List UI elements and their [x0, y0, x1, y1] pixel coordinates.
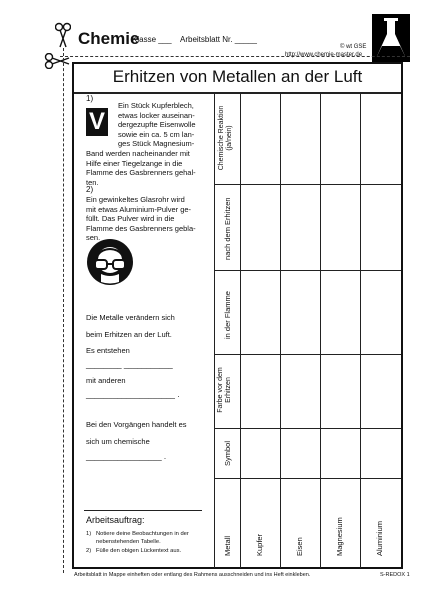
section-1-text-a: Ein Stück Kupferblech, etwas locker auseinan- dergezupfte Eisenwolle sowie ein ca. 5 cm lan- ges Stück Magnesium-: [118, 101, 196, 148]
cut-line-top: [60, 56, 410, 57]
cloze-line-4: mit anderen: [86, 376, 126, 385]
class-field: Klasse ___: [132, 35, 172, 44]
scissors-icon: [44, 53, 70, 74]
task-title: Arbeitsauftrag:: [86, 515, 145, 525]
section-2-text: Ein gewinkeltes Glasrohr wird mit etwas Aluminium-Pulver ge- füllt. Das Pulver wird in die Flamme des Gasbrenners gebla- sen.: [86, 195, 196, 242]
header-chemical-reaction: Chemische Reaktion (ja/nein): [218, 105, 233, 171]
section-2-number: 2): [86, 185, 94, 194]
cloze-line-3: Es entstehen: [86, 346, 130, 355]
sheet-number-field: Arbeitsblatt Nr. _____: [180, 35, 257, 44]
footer-code: S-REDOX 1: [380, 572, 410, 578]
worksheet-title: Erhitzen von Metallen an der Luft: [112, 67, 363, 86]
cloze-gap-3[interactable]: _________________ .: [86, 452, 167, 461]
metal-eisen: Eisen: [295, 537, 304, 556]
safety-goggles-icon: [86, 238, 134, 291]
copyright: © wt GSE: [340, 44, 367, 50]
metal-kupfer: Kupfer: [255, 533, 264, 556]
metal-aluminium: Aluminium: [375, 520, 384, 556]
cloze-line-6: sich um chemische: [86, 437, 150, 446]
observation-table: [214, 94, 401, 568]
section-1-number: 1): [86, 94, 94, 103]
footer-instruction: Arbeitsblatt in Mappe einheften oder entlang des Rahmens ausschneiden und ins Heft einkleben.: [74, 572, 311, 578]
cloze-gap-1[interactable]: ________ ___________: [86, 360, 173, 369]
header-symbol: Symbol: [223, 440, 232, 466]
cut-line-left: [63, 48, 64, 573]
cloze-line-2: beim Erhitzen an der Luft.: [86, 330, 172, 339]
header-after-heating: nach dem Erhitzen: [223, 197, 232, 260]
cloze-gap-2[interactable]: ____________________ .: [86, 390, 180, 399]
drop-cap-v: V: [86, 108, 108, 136]
task-divider: [84, 510, 202, 511]
task-2-number: 2): [86, 548, 92, 554]
metal-magnesium: Magnesium: [335, 517, 344, 556]
cloze-line-5: Bei den Vorgängen handelt es: [86, 420, 187, 429]
website-url: http://www.chemie-master.de: [285, 52, 363, 58]
task-2-text: Fülle den obigen Lückentext aus.: [96, 548, 182, 554]
task-1-text: Notiere deine Beobachtungen in der nebenstehenden Tabelle.: [96, 531, 189, 545]
header-metal: Metall: [223, 535, 232, 556]
flask-icon: [372, 14, 410, 62]
cloze-line-1: Die Metalle verändern sich: [86, 313, 175, 322]
header-color-before: Farbe vor dem Erhitzen: [217, 367, 232, 413]
task-1-number: 1): [86, 531, 92, 537]
subject-title: Chemie: [78, 29, 140, 48]
header-in-flame: in der Flamme: [223, 291, 232, 339]
section-1-text-b: Band werden nacheinander mit Hilfe einer Tiegelzange in die Flamme des Gasbrenners gehal- ten.: [86, 149, 196, 187]
